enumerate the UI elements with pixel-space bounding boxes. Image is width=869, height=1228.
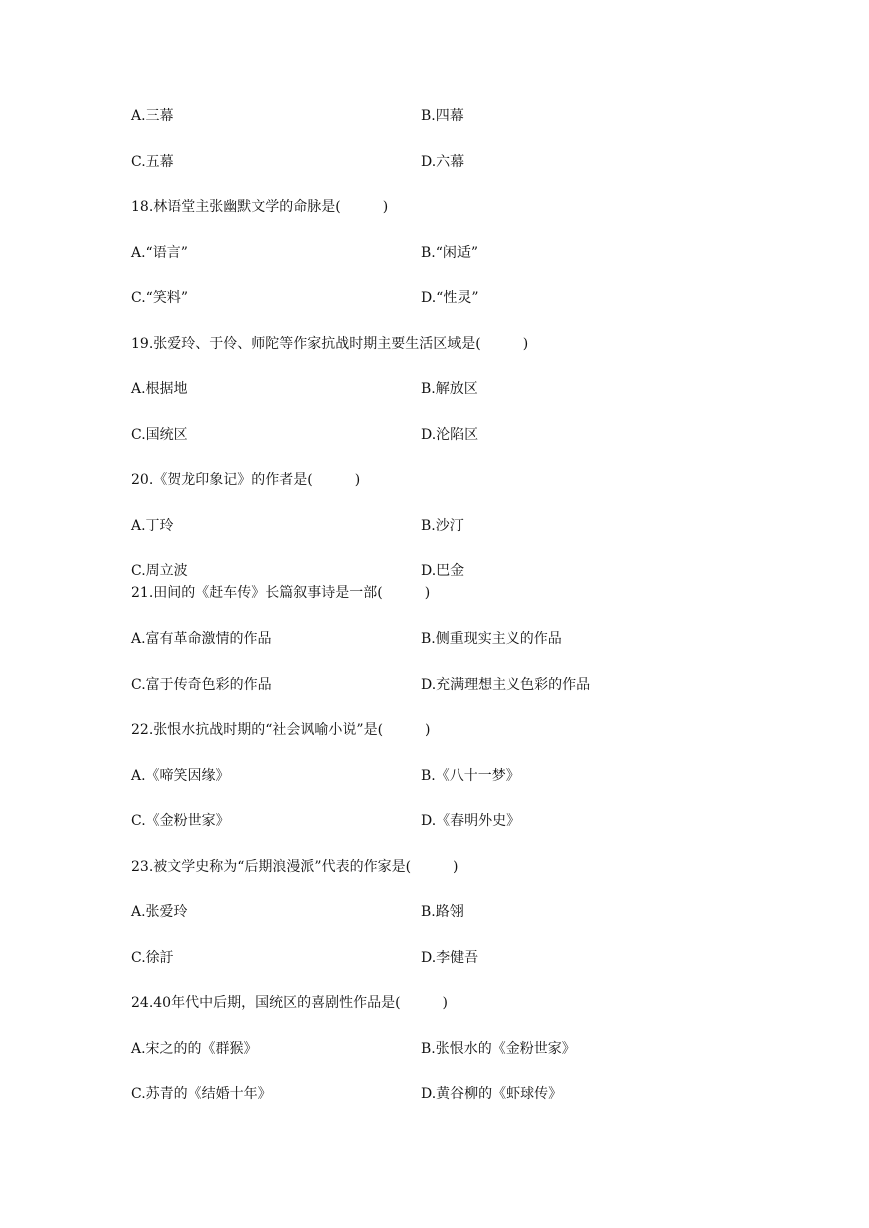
- option-b: B.沙汀: [421, 518, 464, 534]
- option-b: B.路翎: [421, 904, 464, 920]
- option-b: B.“闲适”: [421, 245, 479, 261]
- question-stem: 19.张爱玲、于伶、师陀等作家抗战时期主要生活区域是( ): [131, 336, 529, 352]
- option-a: A.丁玲: [131, 518, 174, 534]
- option-a: A.“语言”: [131, 245, 188, 261]
- question-stem: 22.张恨水抗战时期的“社会讽喻小说”是( ): [131, 722, 431, 738]
- option-a: A.张爱玲: [131, 904, 188, 920]
- option-a: A.宋之的的《群猴》: [131, 1041, 258, 1057]
- option-c: C.五幕: [131, 154, 174, 170]
- option-c: C.国统区: [131, 427, 188, 443]
- option-b: B.侧重现实主义的作品: [421, 631, 562, 647]
- option-a: A.富有革命激情的作品: [131, 631, 272, 647]
- question-stem: 18.林语堂主张幽默文学的命脉是( ): [131, 199, 389, 215]
- option-b: B.四幕: [421, 108, 464, 124]
- option-a: A.《啼笑因缘》: [131, 768, 230, 784]
- option-a: A.根据地: [131, 381, 188, 397]
- option-c: C.周立波: [131, 563, 188, 579]
- question-stem: 24.40年代中后期，国统区的喜剧性作品是( ): [131, 995, 449, 1011]
- option-b: B.解放区: [421, 381, 478, 397]
- option-b: B.张恨水的《金粉世家》: [421, 1041, 576, 1057]
- option-d: D.“性灵”: [421, 290, 479, 306]
- option-d: D.六幕: [421, 154, 465, 170]
- option-c: C.苏青的《结婚十年》: [131, 1086, 272, 1102]
- option-d: D.沦陷区: [421, 427, 479, 443]
- option-d: D.黄谷柳的《虾球传》: [421, 1086, 563, 1102]
- option-d: D.巴金: [421, 563, 465, 579]
- option-b: B.《八十一梦》: [421, 768, 520, 784]
- option-c: C.《金粉世家》: [131, 813, 230, 829]
- question-stem: 20.《贺龙印象记》的作者是( ): [131, 472, 361, 488]
- option-d: D.《春明外史》: [421, 813, 521, 829]
- question-stem: 23.被文学史称为“后期浪漫派”代表的作家是( ): [131, 859, 459, 875]
- option-a: A.三幕: [131, 108, 174, 124]
- option-d: D.充满理想主义色彩的作品: [421, 677, 591, 693]
- option-c: C.富于传奇色彩的作品: [131, 677, 272, 693]
- question-stem: 21.田间的《赶车传》长篇叙事诗是一部( ): [131, 585, 431, 601]
- option-d: D.李健吾: [421, 950, 479, 966]
- option-c: C.徐訏: [131, 950, 174, 966]
- option-c: C.“笑料”: [131, 290, 188, 306]
